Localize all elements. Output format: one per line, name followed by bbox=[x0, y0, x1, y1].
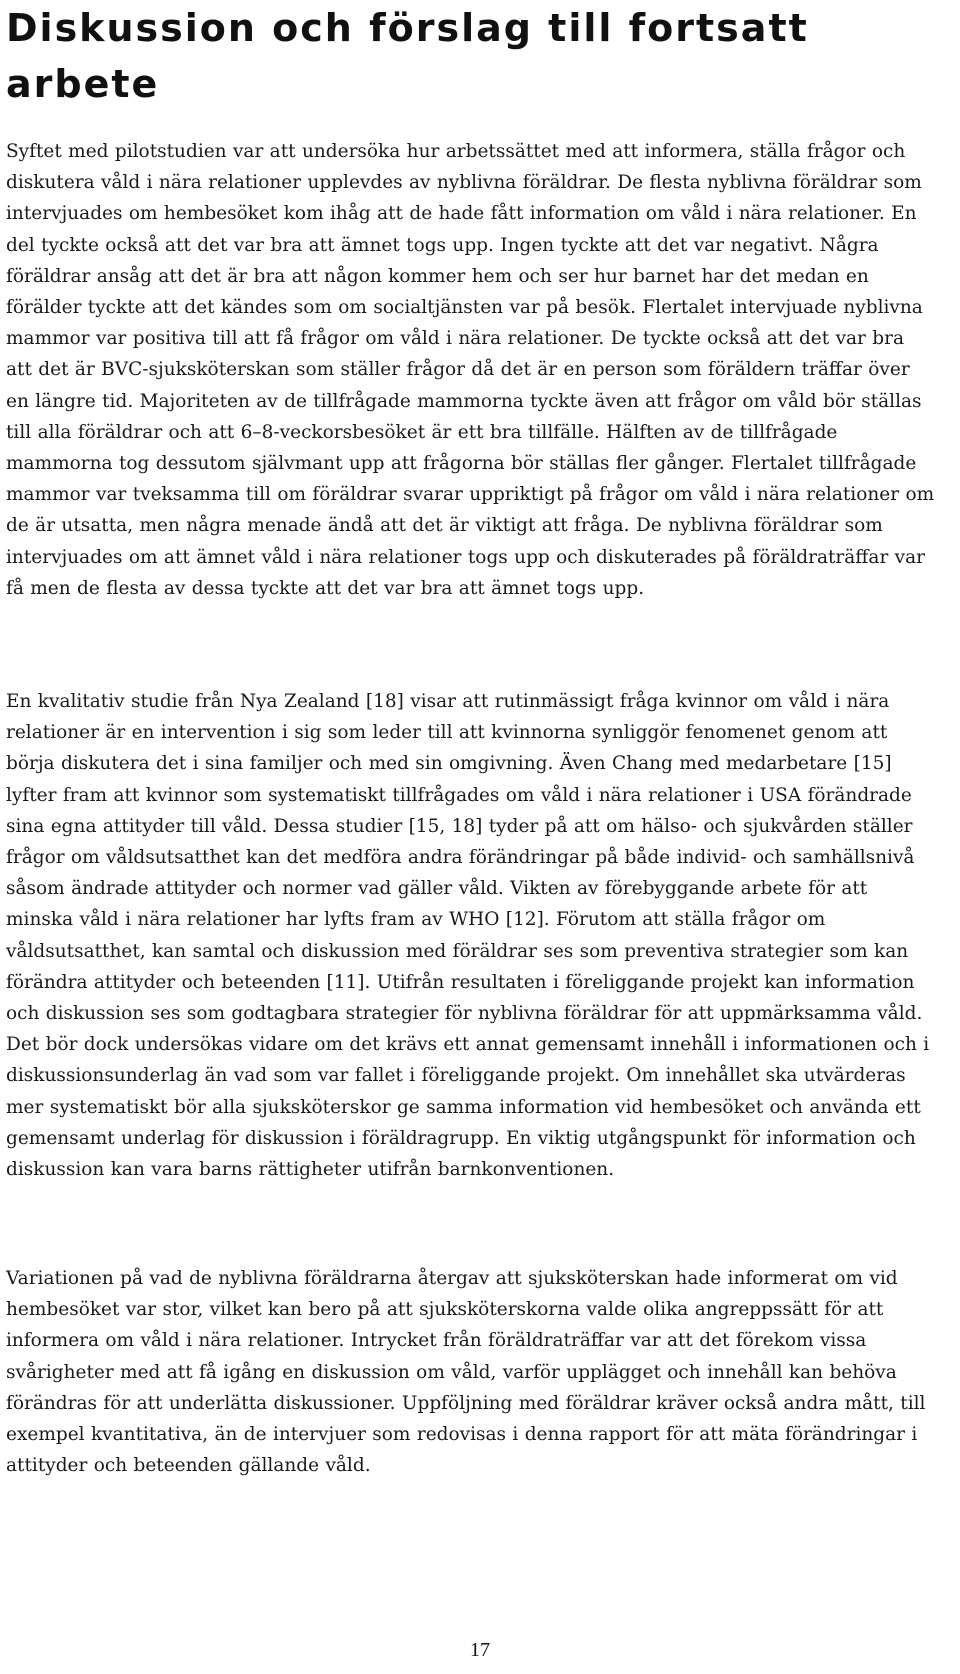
body-paragraph-2: En kvalitativ studie från Nya Zealand [18] visar att rutinmässigt fråga kvinnor om våld i nära relationer är en intervention i sig som leder till att kvinnorna synliggör fenomenet genom att börja diskutera det i sina familjer och med sin omgivning. Även Chang med medarbetare [15] lyfter fram att kvinnor som systematiskt tillfrågades om våld i nära relationer i USA förändrade sina egna attityder till våld. Dessa studier [15, 18] tyder på att om hälso- och sjukvården ställer frågor om våldsutsatthet kan det medföra andra förändringar på både individ- och samhällsnivå såsom ändrade attityder och normer vad gäller våld. Vikten av förebyggande arbete för att minska våld i nära relationer har lyfts fram av WHO [12]. Förutom att ställa frågor om våldsutsatthet, kan samtal och diskussion med föräldrar ses som preventiva strategier som kan förändra attityder och beteenden [11]. Utifrån resultaten i föreliggande projekt kan information och diskussion ses som godtagbara strategier för nyblivna föräldrar för att uppmärksamma våld. Det bör dock undersökas vidare om det krävs ett annat gemensamt innehåll i informationen och i diskussionsunderlag än vad som var fallet i föreliggande projekt. Om innehållet ska utvärderas mer systematiskt bör alla sjuksköterskor ge samma information vid hembesöket och använda ett gemensamt underlag för diskussion i föräldragrupp. En viktig utgångspunkt för information och diskussion kan vara barns rättigheter utifrån barnkonventionen. bbox=[6, 691, 930, 1181]
body-paragraph-1: Syftet med pilotstudien var att undersöka hur arbetssättet med att informera, ställa frågor och diskutera våld i nära relationer upplevdes av nyblivna föräldrar. De flesta nyblivna föräldrar som intervjuades om hembesöket kom ihåg att de hade fått information om våld i nära relationer. En del tyckte också att det var bra att ämnet togs upp. Ingen tyckte att det var negativt. Några föräldrar ansåg att det är bra att någon kommer hem och ser hur barnet har det medan en förälder tyckte att det kändes som om socialtjänsten var på besök. Flertalet intervjuade nyblivna mammor var positiva till att få frågor om våld i nära relationer. De tyckte också att det var bra att det är BVC-sjuksköterskan som ställer frågor då det är en person som föräldern träffar över en längre tid. Majoriteten av de tillfrågade mammorna tyckte även att frågor om våld bör ställas till alla föräldrar och att 6–8-veckorsbesöket är ett bra tillfälle. Hälften av de tillfrågade mammorna tog dessutom självmant upp att frågorna bör ställas fler gånger. Flertalet tillfrågade mammor var tveksamma till om föräldrar svarar uppriktigt på frågor om våld i nära relationer om de är utsatta, men några menade ändå att det är viktigt att fråga. De nyblivna föräldrar som intervjuades om att ämnet våld i nära relationer togs upp och diskuterades på föräldraträffar var få men de flesta av dessa tyckte att det var bra att ämnet togs upp. bbox=[6, 141, 935, 599]
page-number: 17 bbox=[470, 1639, 490, 1661]
section-heading: Diskussion och förslag till fortsatt arbete bbox=[6, 6, 809, 106]
body-paragraph-3: Variationen på vad de nyblivna föräldrarna återgav att sjuksköterskan hade informerat om vid hembesöket var stor, vilket kan bero på att sjuksköterskorna valde olika angreppssätt för att informera om våld i nära relationer. Intrycket från föräldraträffar var att det förekom vissa svårigheter med att få igång en diskussion om våld, varför upplägget och innehåll kan behöva förändras för att underlätta diskussioner. Uppföljning med föräldrar kräver också andra mått, till exempel kvantitativa, än de intervjuer som redovisas i denna rapport för att mäta förändringar i attityder och beteenden gällande våld. bbox=[6, 1268, 926, 1477]
